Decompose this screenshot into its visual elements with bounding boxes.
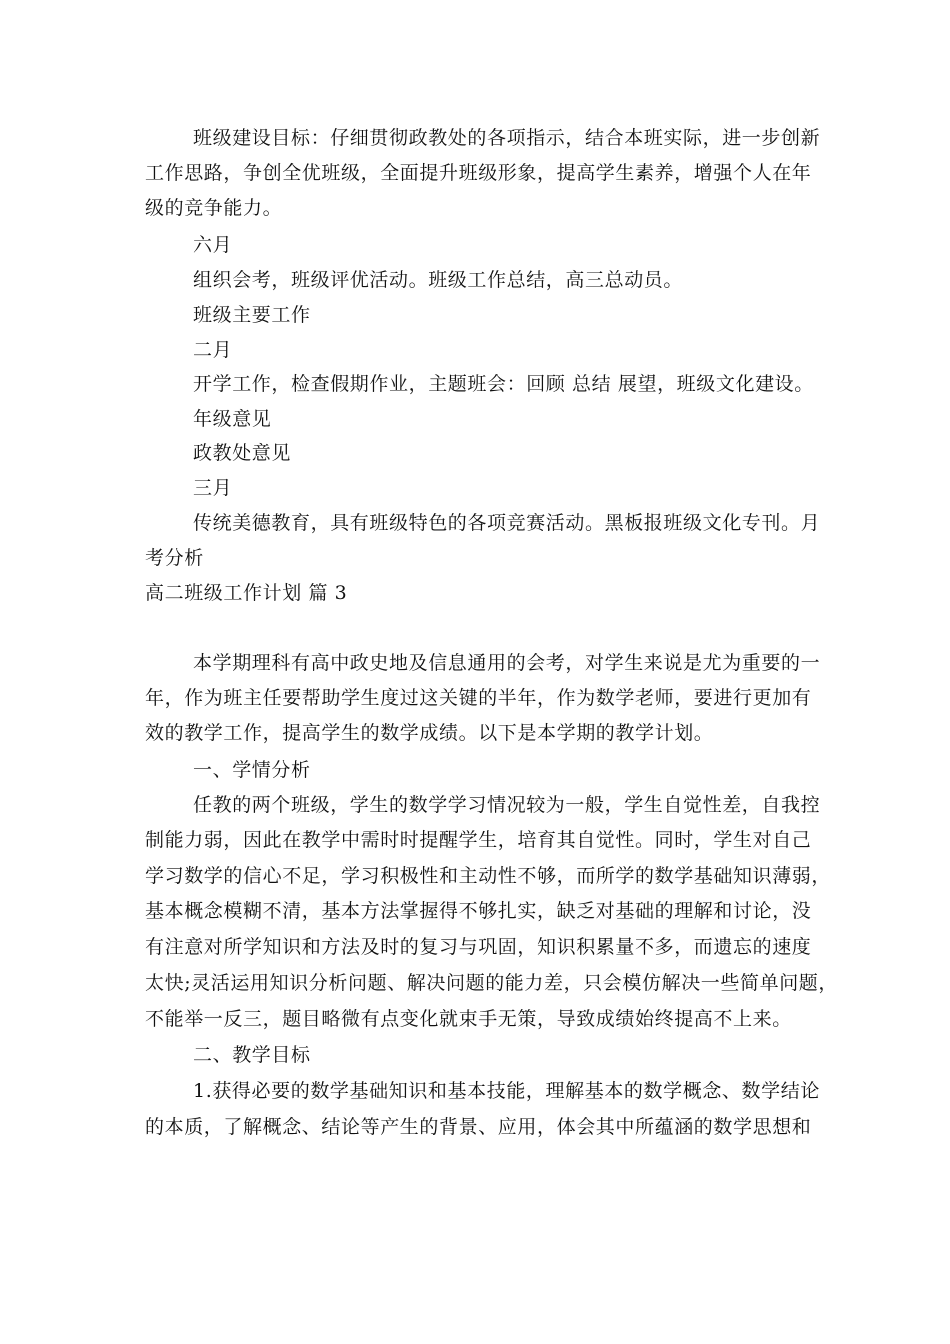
section-heading: 二月 <box>193 339 233 361</box>
paragraph-line: 任教的两个班级，学生的数学学习情况较为一般，学生自觉性差，自我控 <box>193 794 821 816</box>
paragraph-line: 太快;灵活运用知识分析问题、解决问题的能力差，只会模仿解决一些简单问题， <box>145 972 839 994</box>
paragraph-line: 效的教学工作，提高学生的数学成绩。以下是本学期的教学计划。 <box>145 722 714 744</box>
paragraph-line: 班级建设目标：仔细贯彻政教处的各项指示，结合本班实际，进一步创新 <box>193 127 821 149</box>
section-heading: 六月 <box>193 234 233 256</box>
paragraph-line: 级的竞争能力。 <box>145 197 283 219</box>
paragraph-line: 工作思路，争创全优班级，全面提升班级形象，提高学生素养，增强个人在年 <box>145 162 812 184</box>
section-heading: 一、学情分析 <box>193 759 311 781</box>
paragraph-line: 传统美德教育，具有班级特色的各项竞赛活动。黑板报班级文化专刊。月 <box>193 512 821 534</box>
paragraph-line: 组织会考，班级评优活动。班级工作总结，高三总动员。 <box>193 269 684 291</box>
document-title: 高二班级工作计划 篇 3 <box>145 582 348 604</box>
section-heading: 二、教学目标 <box>193 1044 311 1066</box>
section-heading: 班级主要工作 <box>193 304 311 326</box>
paragraph-line: 的本质，了解概念、结论等产生的背景、应用，体会其中所蕴涵的数学思想和 <box>145 1116 812 1138</box>
section-heading: 年级意见 <box>193 408 272 430</box>
paragraph-line: 学习数学的信心不足，学习积极性和主动性不够，而所学的数学基础知识薄弱， <box>145 865 832 887</box>
paragraph-line: 制能力弱，因此在教学中需时时提醒学生，培育其自觉性。同时，学生对自己 <box>145 829 812 851</box>
paragraph-line: 开学工作，检查假期作业，主题班会：回顾 总结 展望，班级文化建设。 <box>193 373 814 395</box>
paragraph-line: 年，作为班主任要帮助学生度过这关键的半年，作为数学老师，要进行更加有 <box>145 687 812 709</box>
paragraph-line: 考分析 <box>145 547 204 569</box>
paragraph-line: 1.获得必要的数学基础知识和基本技能，理解基本的数学概念、数学结论 <box>193 1080 820 1102</box>
paragraph-line: 本学期理科有高中政史地及信息通用的会考，对学生来说是尤为重要的一 <box>193 652 821 674</box>
paragraph-line: 基本概念模糊不清，基本方法掌握得不够扎实，缺乏对基础的理解和讨论，没 <box>145 900 812 922</box>
section-heading: 政教处意见 <box>193 442 292 464</box>
paragraph-line: 有注意对所学知识和方法及时的复习与巩固，知识积累量不多，而遗忘的速度 <box>145 936 812 958</box>
paragraph-line: 不能举一反三，题目略微有点变化就束手无策，导致成绩始终提高不上来。 <box>145 1008 792 1030</box>
section-heading: 三月 <box>193 477 233 499</box>
